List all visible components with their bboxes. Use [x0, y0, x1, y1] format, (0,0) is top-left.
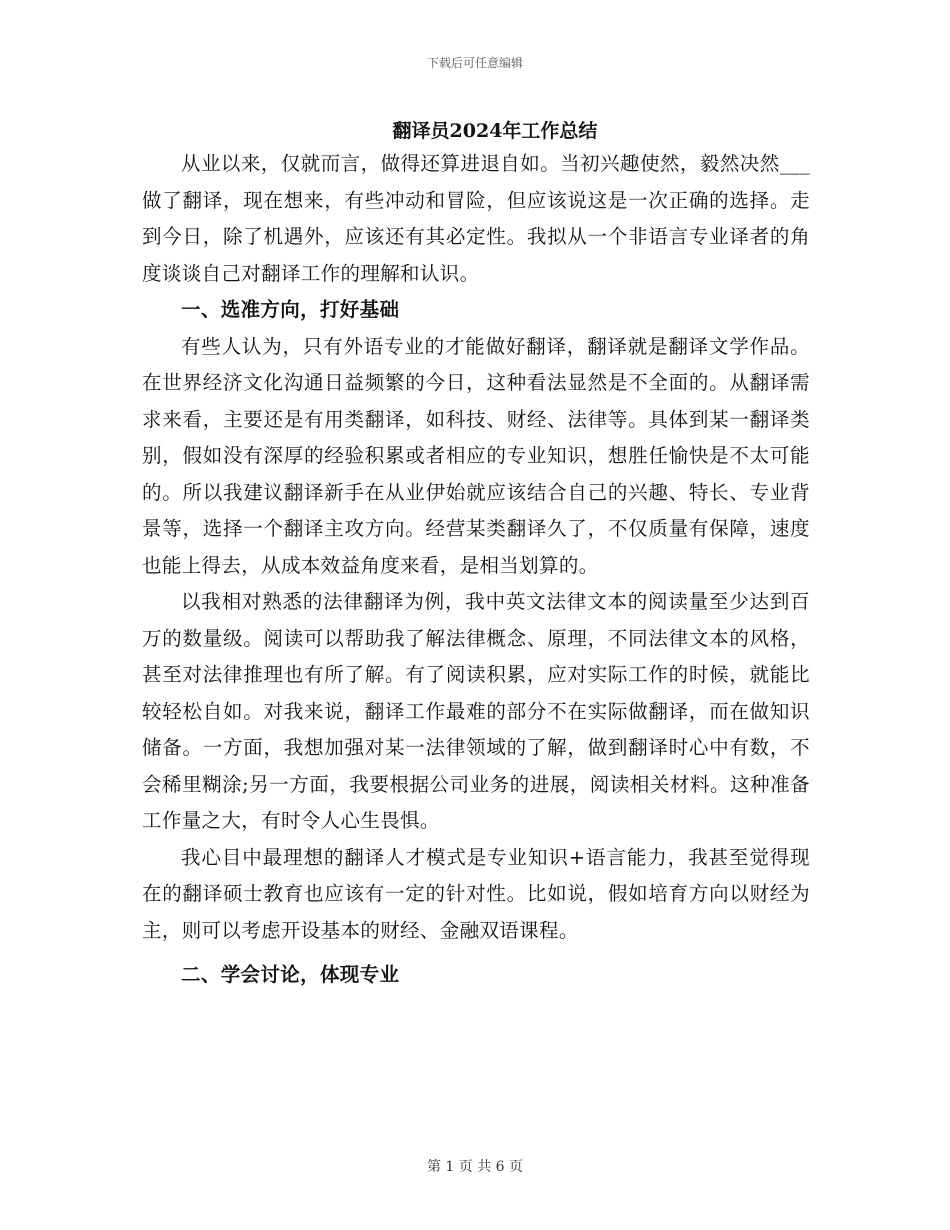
- paragraph-direction: 有些人认为，只有外语专业的才能做好翻译，翻译就是翻译文学作品。在世界经济文化沟通日益频繁的今日，这种看法显然是不全面的。从翻译需求来看，主要还是有用类翻译，如科技、财经、法律等。具体到某一翻译类别，假如没有深厚的经验积累或者相应的专业知识，想胜任愉快是不太可能的。所以我建议翻译新手在从业伊始就应该结合自己的兴趣、特长、专业背景等，选择一个翻译主攻方向。经营某类翻译久了，不仅质量有保障，速度也能上得去，从成本效益角度来看，是相当划算的。: [142, 334, 810, 577]
- paragraph-intro: 从业以来，仅就而言，做得还算进退自如。当初兴趣使然，毅然决然___做了翻译，现在想来，有些冲动和冒险，但应该说这是一次正确的选择。走到今日，除了机遇外，应该还有其必定性。我拟从一个非语言专业译者的角度谈谈自己对翻译工作的理解和认识。: [142, 152, 810, 285]
- document-title: 翻译员2024年工作总结: [392, 120, 598, 142]
- page-footer-number: 第 1 页 共 6 页: [426, 1159, 524, 1175]
- paragraph-legal-example: 以我相对熟悉的法律翻译为例，我中英文法律文本的阅读量至少达到百万的数量级。阅读可以帮助我了解法律概念、原理，不同法律文本的风格，甚至对法律推理也有所了解。有了阅读积累，应对实际工作的时候，就能比较轻松自如。对我来说，翻译工作最难的部分不在实际做翻译，而在做知识储备。一方面，我想加强对某一法律领域的了解，做到翻译时心中有数，不会稀里糊涂;另一方面，我要根据公司业务的进展，阅读相关材料。这种准备工作量之大，有时令人心生畏惧。: [142, 590, 810, 832]
- section-heading-2: 二、学会讨论，体现专业: [181, 963, 400, 986]
- page-header-note: 下载后可任意编辑: [426, 56, 523, 70]
- paragraph-ideal-model: 我心目中最理想的翻译人才模式是专业知识+语言能力，我甚至觉得现在的翻译硕士教育也应该有一定的针对性。比如说，假如培育方向以财经为主，则可以考虑开设基本的财经、金融双语课程。: [142, 845, 810, 942]
- document-body: [142, 146, 810, 994]
- section-heading-1: 一、选准方向，打好基础: [181, 298, 400, 321]
